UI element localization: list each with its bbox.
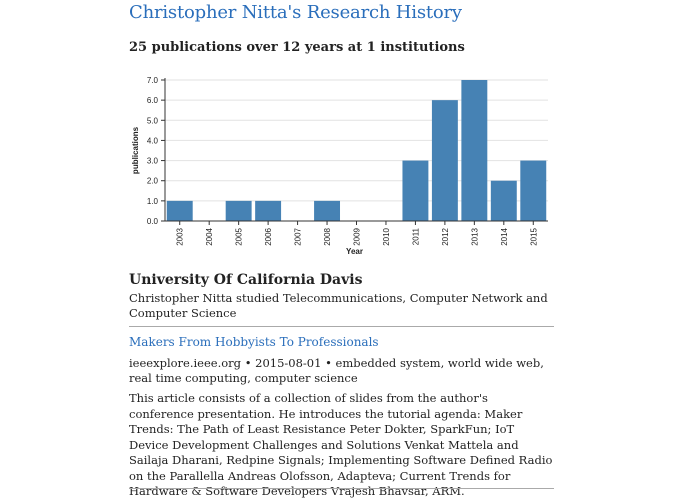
- bar-2003: [167, 201, 193, 221]
- y-tick-label: 4.0: [146, 136, 158, 146]
- publication-meta: ieeexplore.ieee.org • 2015-08-01 • embedded system, world wide web, real time computing, computer science: [129, 356, 544, 385]
- institution-description: Christopher Nitta studied Telecommunications, Computer Network and Computer Science: [129, 291, 548, 320]
- bar-2013: [461, 80, 487, 221]
- y-axis-label: publications: [131, 126, 140, 175]
- x-tick-label: 2005: [234, 228, 244, 246]
- bar-2006: [255, 201, 281, 221]
- x-tick-label: 2003: [175, 228, 185, 246]
- publications-bar-chart: [130, 72, 555, 262]
- page-title: Christopher Nitta's Research History: [129, 2, 462, 23]
- y-tick-label: 5.0: [146, 116, 158, 126]
- x-tick-label: 2009: [352, 228, 362, 246]
- y-tick-label: 1.0: [146, 196, 158, 206]
- x-axis-label: Year: [346, 247, 363, 256]
- x-tick-label: 2004: [205, 228, 215, 246]
- x-tick-label: 2012: [440, 228, 450, 246]
- y-tick-label: 6.0: [146, 96, 158, 106]
- bar-2008: [314, 201, 340, 221]
- x-tick-label: 2014: [499, 228, 509, 246]
- bar-2014: [491, 181, 517, 221]
- bar-2012: [432, 100, 458, 221]
- publication-title-link[interactable]: Makers From Hobbyists To Professionals: [129, 335, 379, 349]
- x-tick-label: 2006: [264, 228, 274, 246]
- x-tick-label: 2011: [411, 228, 421, 246]
- bar-2015: [520, 161, 546, 221]
- institution-name: University Of California Davis: [129, 272, 363, 288]
- x-tick-label: 2015: [529, 228, 539, 246]
- y-tick-label: 2.0: [146, 176, 158, 186]
- bar-2005: [226, 201, 252, 221]
- x-tick-label: 2007: [293, 228, 303, 246]
- x-tick-label: 2013: [470, 228, 480, 246]
- x-tick-label: 2008: [323, 228, 333, 246]
- section-divider: [129, 326, 554, 327]
- y-tick-label: 7.0: [146, 76, 158, 85]
- y-tick-label: 3.0: [146, 156, 158, 166]
- y-tick-label: 0.0: [146, 217, 158, 226]
- bar-2011: [402, 161, 428, 221]
- section-divider-bottom: [129, 488, 554, 489]
- publication-summary: 25 publications over 12 years at 1 institutions: [129, 40, 465, 55]
- x-tick-label: 2010: [381, 228, 391, 246]
- publication-abstract: This article consists of a collection of slides from the author's conference presentation. He introduces the tutorial agenda: Maker Trends: The Path of Least Resistance Peter Dokter, SparkFun; IoT Device Development Challenges and Solutions Venkat Mattela and Sailaja Dharani, Redpine Signals; Implementing Software Defined Radio on the Parallella Andreas Olofsson, Adapteva; Current Trends for Hardware & Software Developers Vrajesh Bhavsar, ARM.: [129, 391, 553, 498]
